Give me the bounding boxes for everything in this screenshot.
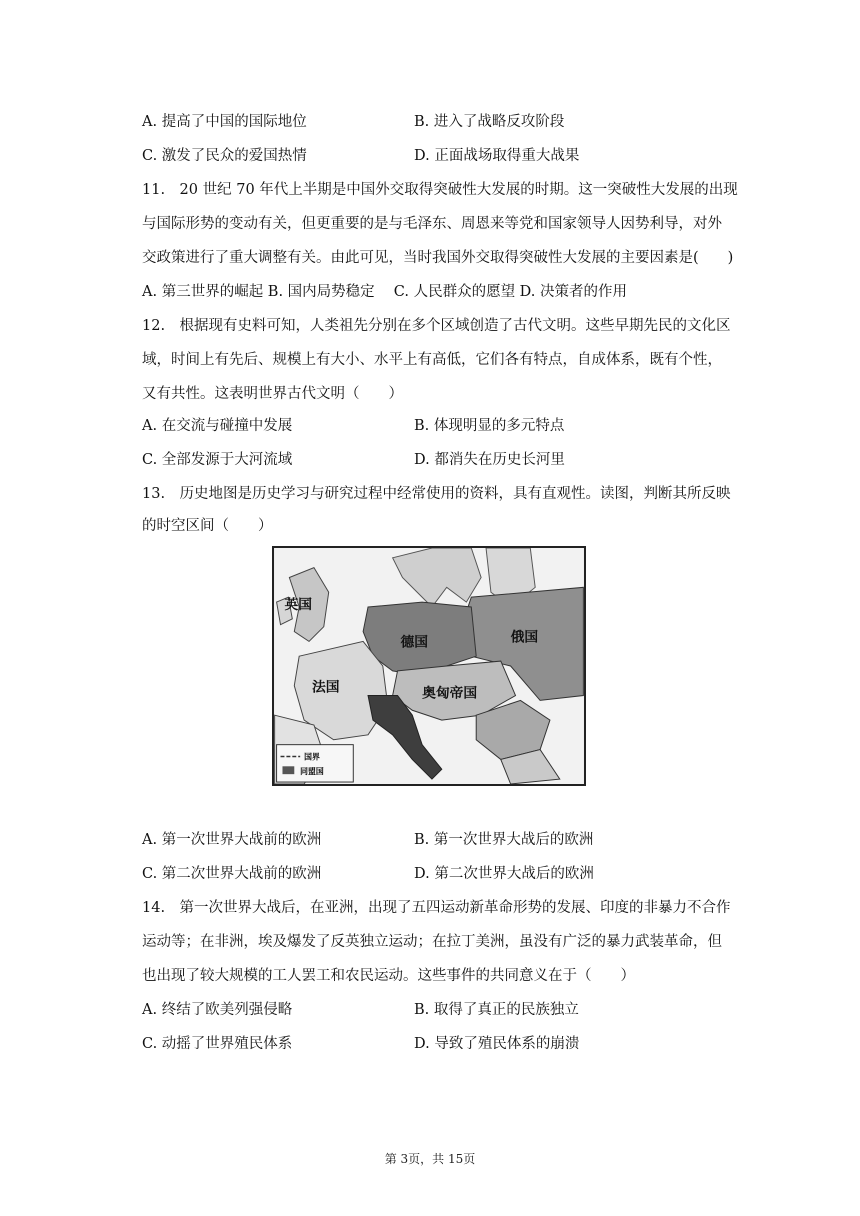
- q12-option-b: B. 体现明显的多元特点: [414, 418, 565, 434]
- q12-line-2: 域，时间上有先后、规模上有大小、水平上有高低，它们各有特点，自成体系，既有个性，: [142, 352, 722, 368]
- q14-option-d: D. 导致了殖民体系的崩溃: [414, 1036, 580, 1052]
- q12-option-a: A. 在交流与碰撞中发展: [142, 418, 293, 434]
- map-drawing: [274, 548, 584, 784]
- q13-option-a: A. 第一次世界大战前的欧洲: [142, 832, 322, 848]
- map-label-uk: 英国: [284, 596, 312, 613]
- q11-line-3: 交政策进行了重大调整有关。由此可见，当时我国外交取得突破性大发展的主要因素是( ): [142, 250, 734, 266]
- q11-line-2: 与国际形势的变动有关，但更重要的是与毛泽东、周恩来等党和国家领导人因势利导，对外: [142, 216, 722, 232]
- q14-option-a: A. 终结了欧美列强侵略: [142, 1002, 293, 1018]
- q12-option-c: C. 全部发源于大河流域: [142, 452, 293, 468]
- q11-options: A. 第三世界的崛起 B. 国内局势稳定 C. 人民群众的愿望 D. 决策者的作用: [142, 284, 628, 300]
- q11-line-1: 11. 20 世纪 70 年代上半期是中国外交取得突破性大发展的时期。这一突破性大发展的出现: [142, 182, 738, 198]
- option-a: A. 提高了中国的国际地位: [142, 114, 307, 130]
- q12-line-1: 12. 根据现有史料可知，人类祖先分别在多个区域创造了古代文明。这些早期先民的文化区: [142, 318, 731, 334]
- legend-border-label: 国界: [304, 752, 320, 762]
- q14-line-2: 运动等；在非洲，埃及爆发了反英独立运动；在拉丁美洲，虽没有广泛的暴力武装革命，但: [142, 934, 722, 950]
- q13-line-2: 的时空区间（ ）: [142, 518, 273, 534]
- q13-option-b: B. 第一次世界大战后的欧洲: [414, 832, 594, 848]
- option-c: C. 激发了民众的爱国热情: [142, 148, 307, 164]
- map-label-austria-hungary: 奥匈帝国: [422, 685, 478, 702]
- q14-option-b: B. 取得了真正的民族独立: [414, 1002, 579, 1018]
- option-d: D. 正面战场取得重大战果: [414, 148, 580, 164]
- map-label-russia: 俄国: [510, 629, 539, 646]
- map-label-germany: 德国: [400, 634, 428, 651]
- q12-option-d: D. 都消失在历史长河里: [414, 452, 565, 468]
- q13-option-d: D. 第二次世界大战后的欧洲: [414, 866, 594, 882]
- map-label-france: 法国: [311, 679, 340, 696]
- page-number: 第 3页，共 15页: [384, 1152, 476, 1166]
- q14-line-1: 14. 第一次世界大战后，在亚洲，出现了五四运动新革命形势的发展、印度的非暴力不合作: [142, 900, 731, 916]
- q13-line-1: 13. 历史地图是历史学习与研究过程中经常使用的资料，具有直观性。读图，判断其所反映: [142, 486, 731, 502]
- legend-alliance-label: 同盟国: [300, 767, 324, 777]
- q13-option-c: C. 第二次世界大战前的欧洲: [142, 866, 322, 882]
- option-b: B. 进入了战略反攻阶段: [414, 114, 565, 130]
- q12-line-3: 又有共性。这表明世界古代文明（ ）: [142, 386, 403, 402]
- q14-option-c: C. 动摇了世界殖民体系: [142, 1036, 293, 1052]
- q14-line-3: 也出现了较大规模的工人罢工和农民运动。这些事件的共同意义在于（ ）: [142, 968, 635, 984]
- europe-historical-map: [272, 546, 586, 786]
